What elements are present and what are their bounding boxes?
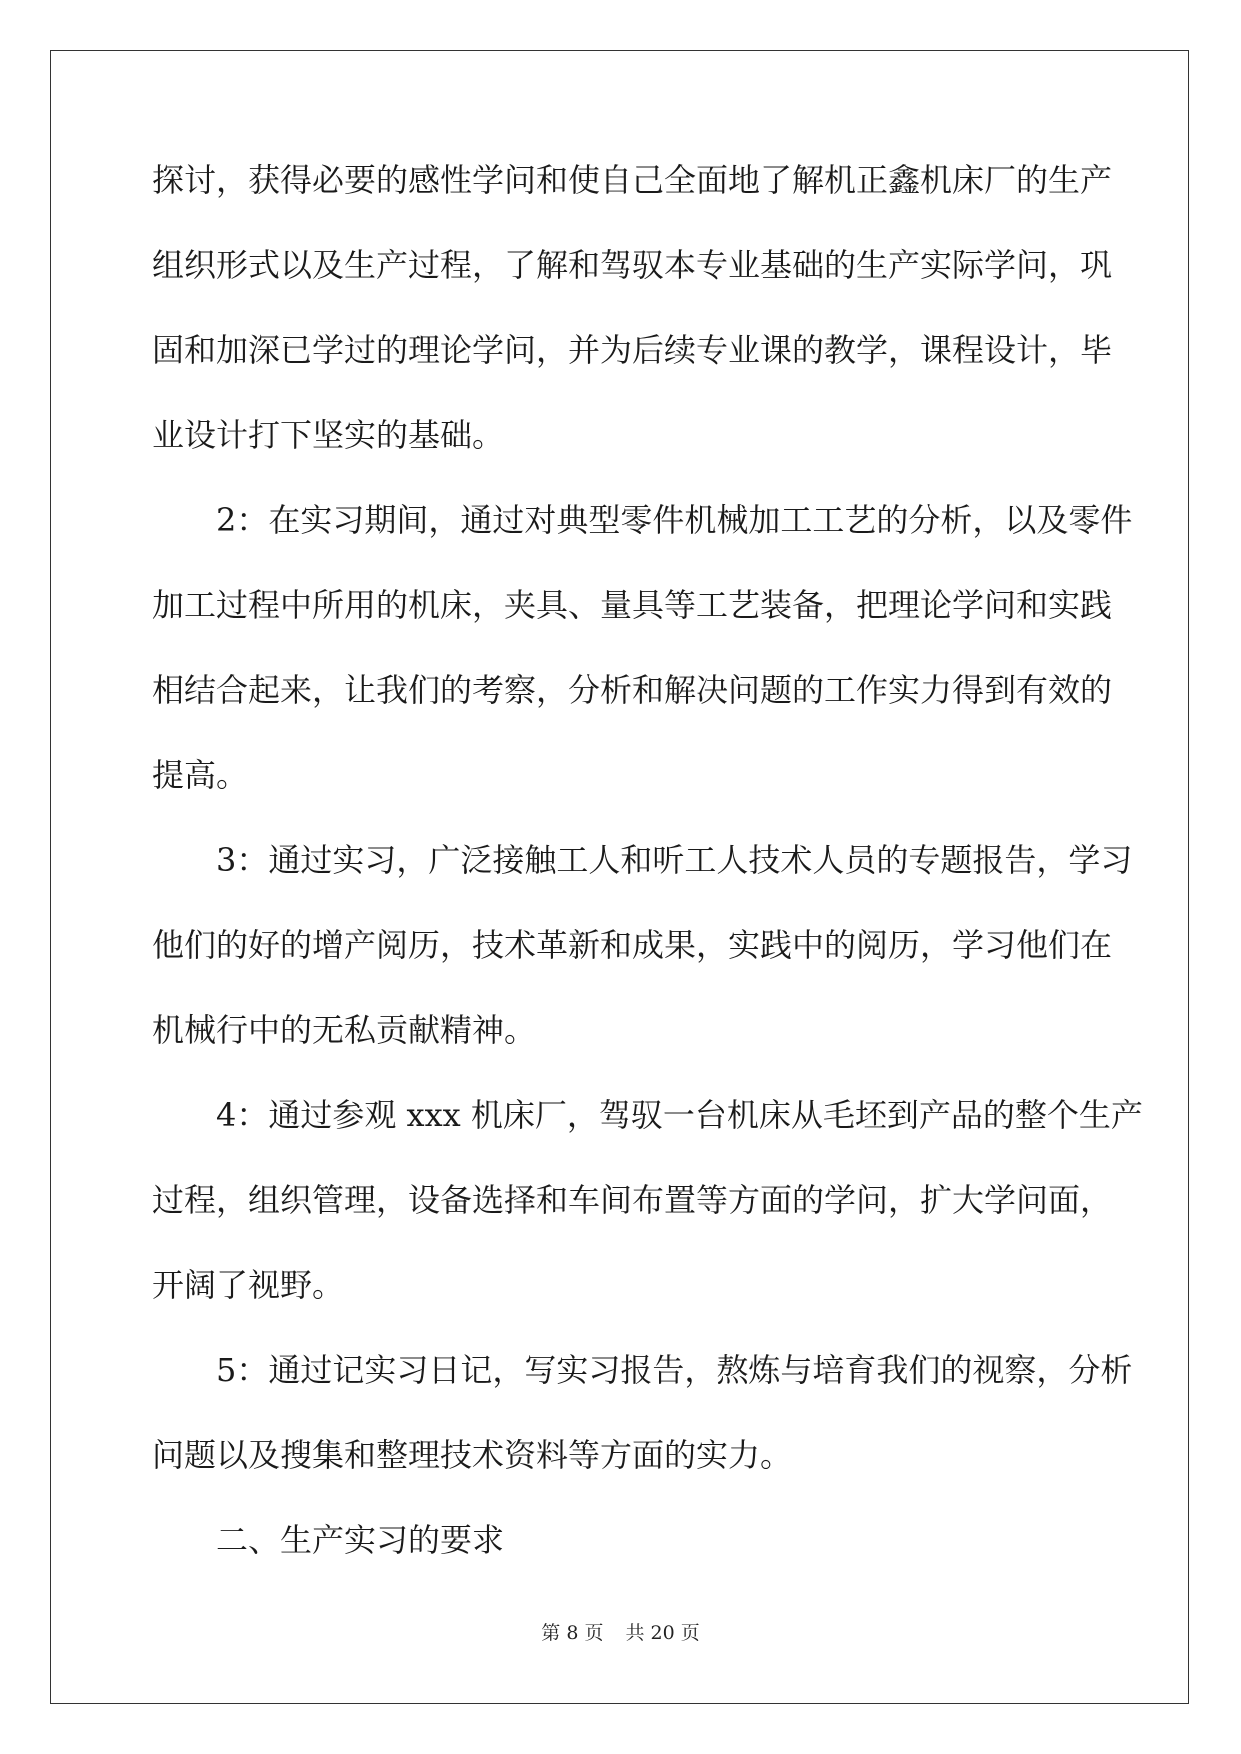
text-line: 相结合起来，让我们的考察，分析和解决问题的工作实力得到有效的 — [152, 671, 1113, 709]
text-line: 5：通过记实习日记，写实习报告，熬炼与培育我们的视察，分析 — [216, 1351, 1133, 1389]
text-line: 业设计打下坚实的基础。 — [152, 416, 505, 454]
text-line: 探讨，获得必要的感性学问和使自己全面地了解机正鑫机床厂的生产 — [152, 161, 1113, 199]
text-line: 提高。 — [152, 756, 249, 794]
document-body — [152, 160, 1143, 1605]
section-heading: 二、生产实习的要求 — [216, 1521, 505, 1559]
text-line: 固和加深已学过的理论学问，并为后续专业课的教学，课程设计，毕 — [152, 331, 1113, 369]
text-line: 2：在实习期间，通过对典型零件机械加工工艺的分析，以及零件 — [216, 501, 1133, 539]
text-line: 他们的好的增产阅历，技术革新和成果，实践中的阅历，学习他们在 — [152, 926, 1113, 964]
text-line: 加工过程中所用的机床，夹具、量具等工艺装备，把理论学问和实践 — [152, 586, 1113, 624]
page-footer — [0, 1621, 1241, 1645]
text-line: 3：通过实习，广泛接触工人和听工人技术人员的专题报告，学习 — [216, 841, 1133, 879]
text-line: 4：通过参观 xxx 机床厂，驾驭一台机床从毛坯到产品的整个生产 — [216, 1096, 1143, 1134]
page-total: 共 20 页 — [625, 1622, 700, 1644]
text-line: 组织形式以及生产过程，了解和驾驭本专业基础的生产实际学问，巩 — [152, 246, 1113, 284]
text-line: 问题以及搜集和整理技术资料等方面的实力。 — [152, 1436, 793, 1474]
text-line: 过程，组织管理，设备选择和车间布置等方面的学问，扩大学问面， — [152, 1181, 1113, 1219]
page-number: 第 8 页 — [541, 1622, 604, 1644]
text-line: 机械行中的无私贡献精神。 — [152, 1011, 537, 1049]
text-line: 开阔了视野。 — [152, 1266, 345, 1304]
